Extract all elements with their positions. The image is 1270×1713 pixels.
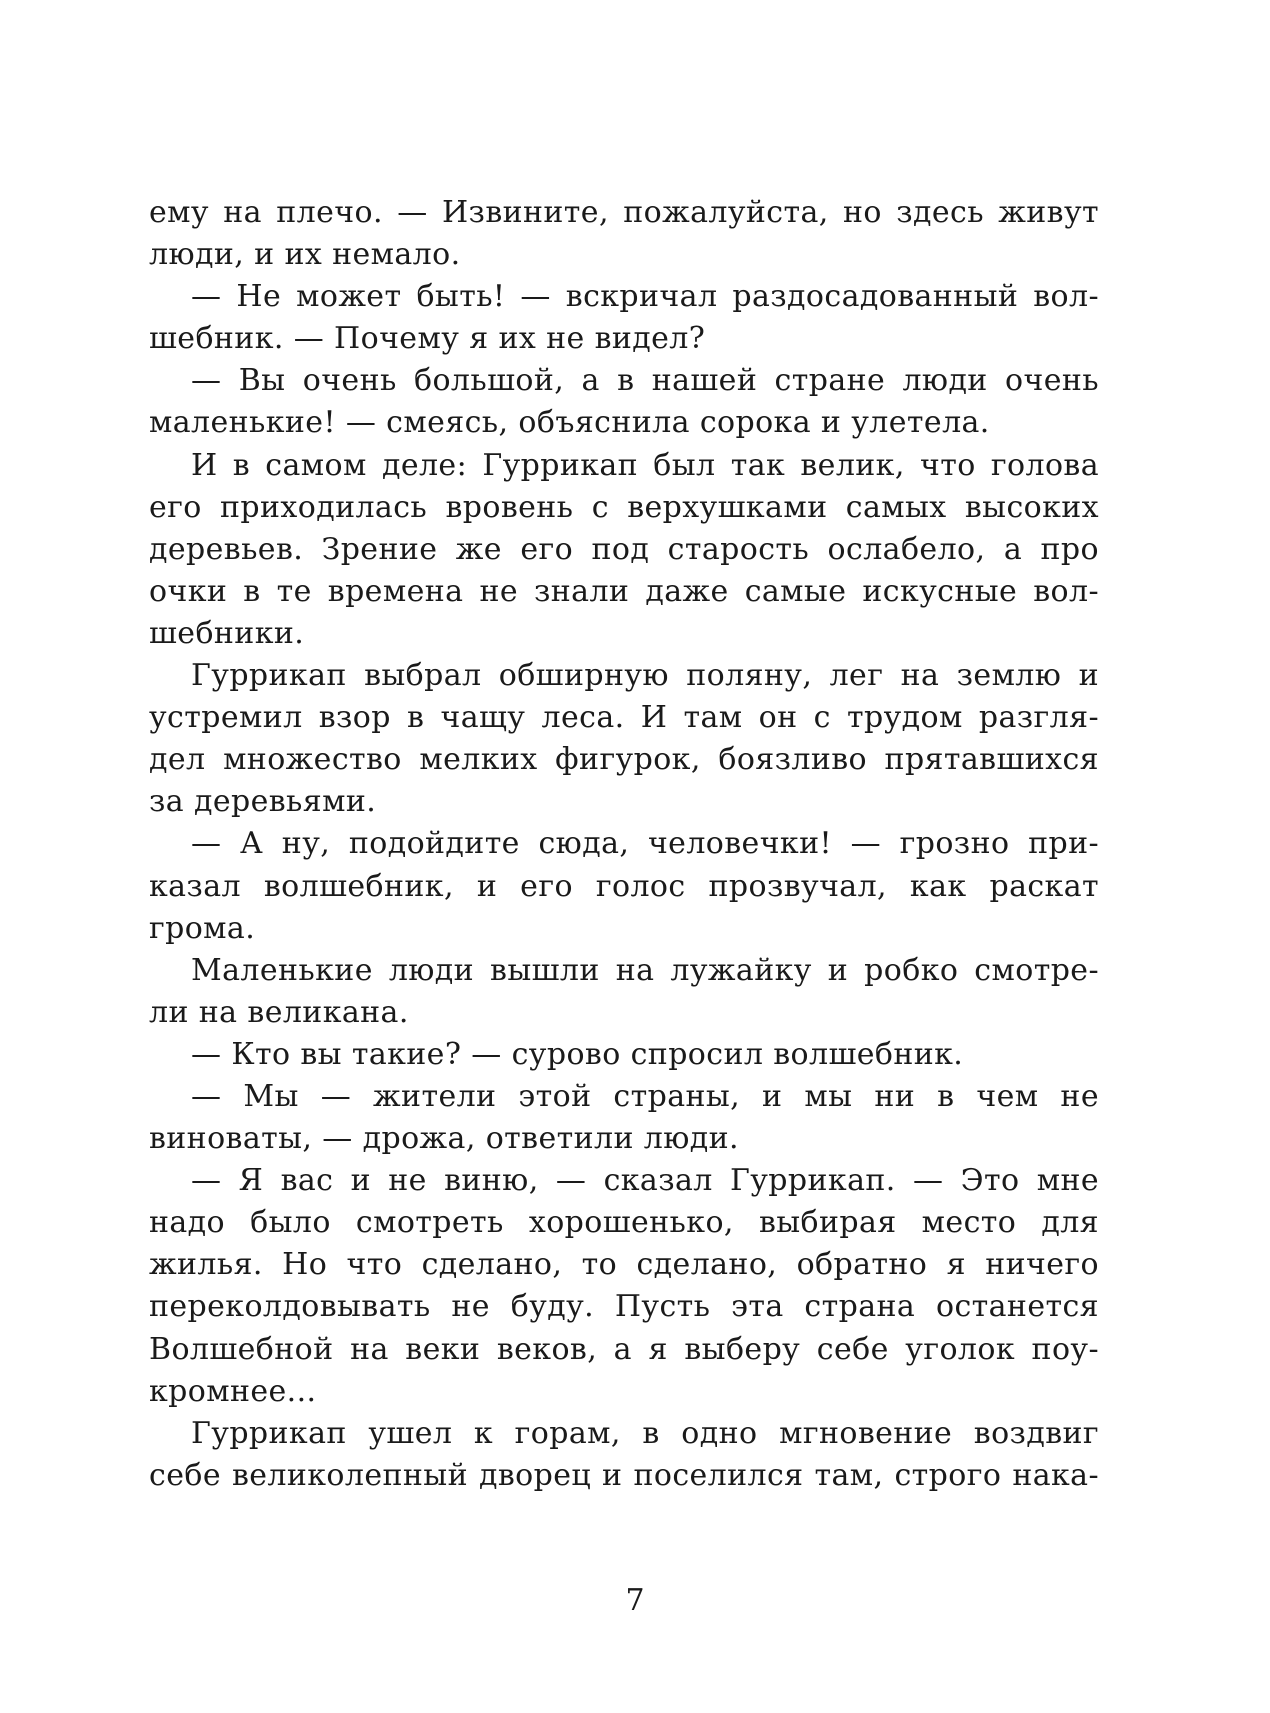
text-line: — Кто вы такие? — сурово спросил волшебник. <box>191 1036 964 1072</box>
text-line: виноваты, — дрожа, ответили люди. <box>149 1121 739 1157</box>
text-line: устремил взор в чащу леса. И там он с трудом разгля- <box>149 700 1099 736</box>
text-line: кромнее... <box>149 1373 317 1409</box>
text-line: дел множество мелких фигурок, боязливо прятавшихся <box>149 742 1099 778</box>
text-line: люди, и их немало. <box>149 237 461 273</box>
text-line: переколдовывать не буду. Пусть эта страна останется <box>149 1289 1099 1325</box>
text-line: Волшебной на веки веков, а я выберу себе уголок поу- <box>149 1331 1099 1367</box>
text-line: шебник. — Почему я их не видел? <box>149 321 706 357</box>
text-line: Гуррикап ушел к горам, в одно мгновение воздвиг <box>191 1415 1099 1451</box>
text-line: надо было смотреть хорошенько, выбирая место для <box>149 1205 1099 1241</box>
text-line: очки в те времена не знали даже самые искусные вол- <box>149 573 1099 609</box>
page-number: 7 <box>625 1583 645 1618</box>
text-line: — Не может быть! — вскричал раздосадованный вол- <box>191 279 1099 315</box>
text-line: его приходилась вровень с верхушками самых высоких <box>149 489 1099 525</box>
body-text <box>149 192 1099 1497</box>
text-line: ему на плечо. — Извините, пожалуйста, но здесь живут <box>149 195 1099 230</box>
text-line: Маленькие люди вышли на лужайку и робко смотре- <box>191 952 1099 988</box>
text-line: маленькие! — смеясь, объяснила сорока и улетела. <box>149 405 990 441</box>
text-line: грома. <box>149 910 256 946</box>
text-line: шебники. <box>149 615 305 651</box>
text-line: себе великолепный дворец и поселился там, строго нака- <box>149 1457 1099 1493</box>
text-line: — Вы очень большой, а в нашей стране люди очень <box>191 363 1099 399</box>
text-line: ли на великана. <box>149 994 409 1030</box>
text-line: деревьев. Зрение же его под старость ослабело, а про <box>149 531 1099 567</box>
text-line: Гуррикап выбрал обширную поляну, лег на землю и <box>191 658 1099 694</box>
text-line: — А ну, подойдите сюда, человечки! — грозно при- <box>191 826 1099 862</box>
text-line: за деревьями. <box>149 784 377 820</box>
text-line: казал волшебник, и его голос прозвучал, как раскат <box>149 868 1099 904</box>
text-line: жилья. Но что сделано, то сделано, обратно я ничего <box>149 1247 1099 1283</box>
text-line: — Я вас и не виню, — сказал Гуррикап. — Это мне <box>191 1163 1099 1199</box>
text-line: И в самом деле: Гуррикап был так велик, что голова <box>191 447 1099 483</box>
text-line: — Мы — жители этой страны, и мы ни в чем не <box>191 1078 1099 1114</box>
